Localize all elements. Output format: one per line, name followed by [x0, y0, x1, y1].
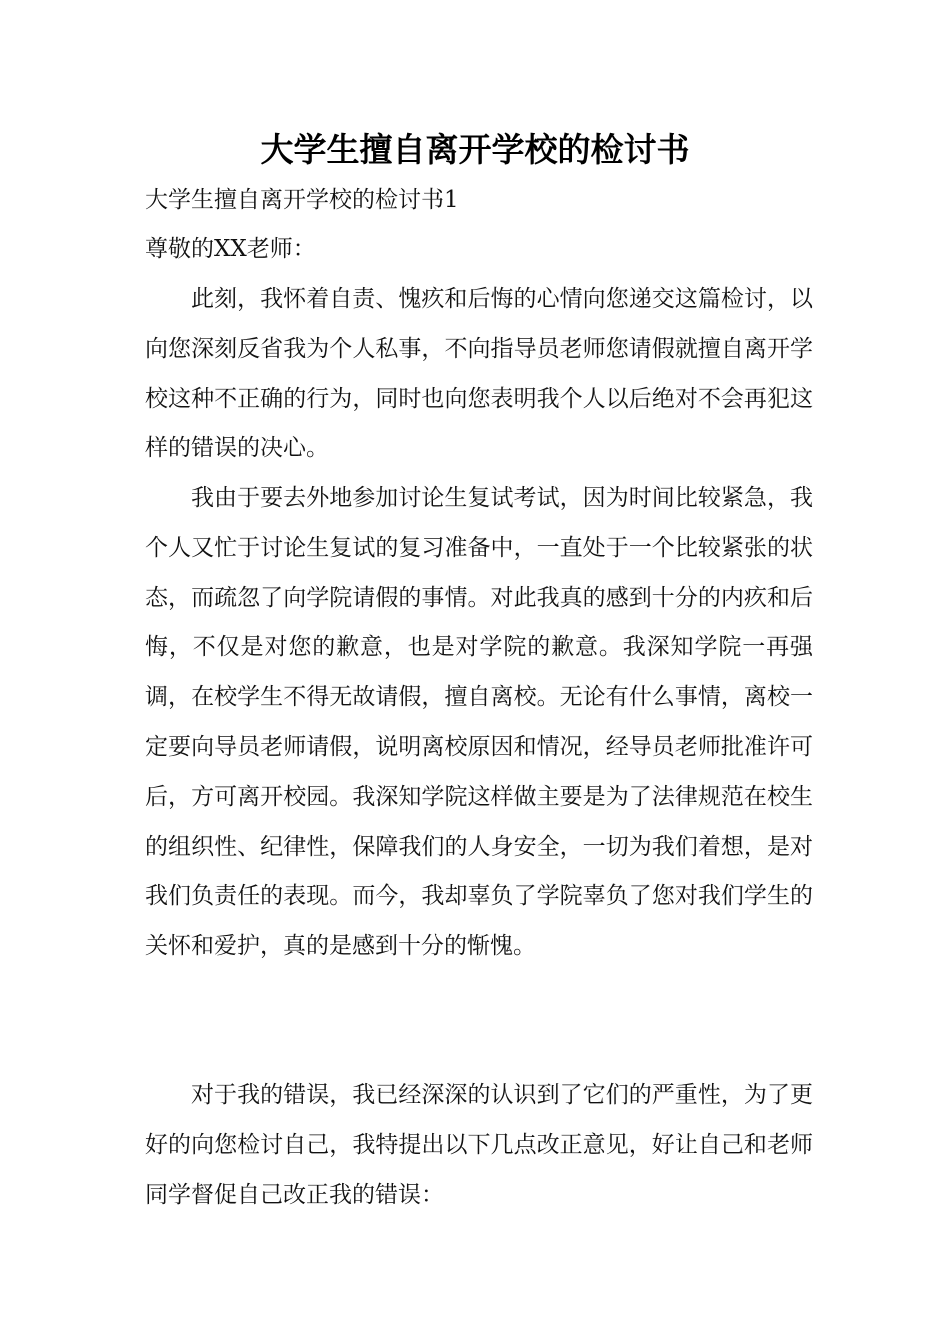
paragraph-3: 对于我的错误，我已经深深的认识到了它们的严重性，为了更好的向您检讨自己，我特提出以下几点改正意见，好让自己和老师同学督促自己改正我的错误：	[145, 1082, 813, 1208]
paragraph-1: 此刻，我怀着自责、愧疚和后悔的心情向您递交这篇检讨，以向您深刻反省我为个人私事，不向指导员老师您请假就擅自离开学校这种不正确的行为，同时也向您表明我个人以后绝对不会再犯这样的错误的决心。	[145, 286, 813, 462]
document-subtitle: 大学生擅自离开学校的检讨书1	[145, 187, 459, 213]
paragraph-2: 我由于要去外地参加讨论生复试考试，因为时间比较紧急，我个人又忙于讨论生复试的复习准备中，一直处于一个比较紧张的状态，而疏忽了向学院请假的事情。对此我真的感到十分的内疚和后悔，不仅是对您的歉意，也是对学院的歉意。我深知学院一再强调，在校学生不得无故请假，擅自离校。无论有什么事情，离校一定要向导员老师请假，说明离校原因和情况，经导员老师批准许可后，方可离开校园。我深知学院这样做主要是为了法律规范在校生的组织性、纪律性，保障我们的人身安全，一切为我们着想，是对我们负责任的表现。而今，我却辜负了学院辜负了您对我们学生的关怀和爱护，真的是感到十分的惭愧。	[145, 485, 813, 960]
salutation: 尊敬的XX老师：	[145, 236, 316, 262]
document-title: 大学生擅自离开学校的检讨书	[260, 130, 690, 169]
